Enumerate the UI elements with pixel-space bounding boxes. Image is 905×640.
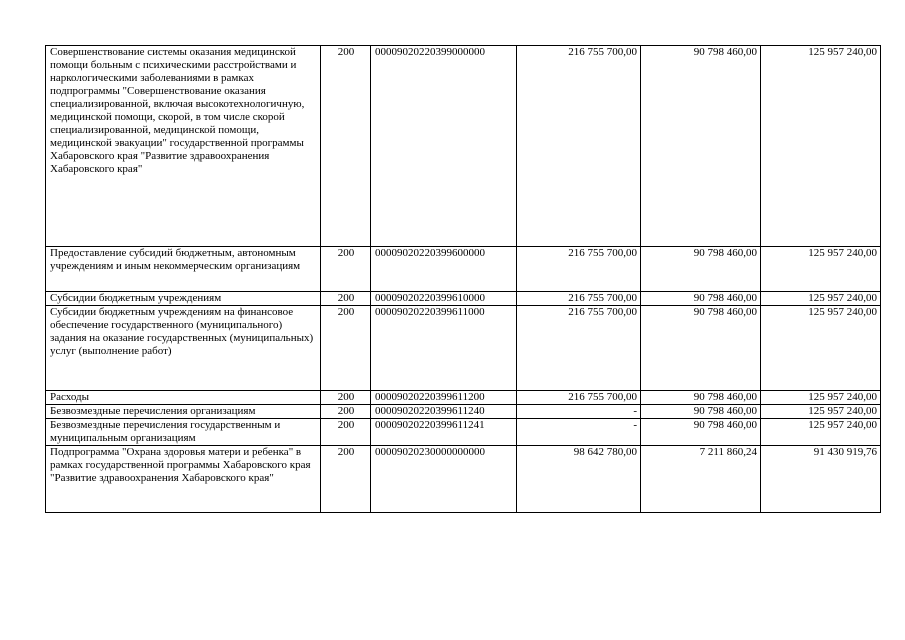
row-code: 200 — [321, 306, 371, 391]
row-classification-code: 00009020220399611240 — [371, 405, 517, 419]
row-name: Подпрограмма "Охрана здоровья матери и ребенка" в рамках государственной программы Хабаровского края "Развитие здравоохранения Хабаровского края" — [46, 446, 321, 513]
row-name: Совершенствование системы оказания медицинской помощи больным с психическими расстройствами и наркологическими заболеваниями в рамках подпрограммы "Совершенствование оказания специализированной, включая высокотехнологичную, медицинской помощи, скорой, в том числе скорой специализированной, медицинской помощи, медицинской эвакуации" государственной программы Хабаровского края "Развитие здравоохранения Хабаровского края" — [46, 46, 321, 247]
table-row — [46, 247, 881, 292]
row-name: Безвозмездные перечисления государственным и муниципальным организациям — [46, 419, 321, 446]
row-classification-code: 00009020220399610000 — [371, 292, 517, 306]
row-planned-amount: 216 755 700,00 — [517, 247, 641, 292]
row-executed-amount: 90 798 460,00 — [641, 405, 761, 419]
row-executed-amount: 7 211 860,24 — [641, 446, 761, 513]
row-classification-code: 00009020220399000000 — [371, 46, 517, 247]
row-remaining-amount: 125 957 240,00 — [761, 405, 881, 419]
table-row — [46, 405, 881, 419]
row-executed-amount: 90 798 460,00 — [641, 292, 761, 306]
row-classification-code: 00009020230000000000 — [371, 446, 517, 513]
row-planned-amount: - — [517, 419, 641, 446]
row-executed-amount: 90 798 460,00 — [641, 419, 761, 446]
row-classification-code: 00009020220399600000 — [371, 247, 517, 292]
row-planned-amount: - — [517, 405, 641, 419]
row-name: Безвозмездные перечисления организациям — [46, 405, 321, 419]
row-name: Расходы — [46, 391, 321, 405]
row-code: 200 — [321, 391, 371, 405]
row-planned-amount: 216 755 700,00 — [517, 292, 641, 306]
table-row — [46, 419, 881, 446]
row-planned-amount: 216 755 700,00 — [517, 46, 641, 247]
row-planned-amount: 216 755 700,00 — [517, 391, 641, 405]
row-executed-amount: 90 798 460,00 — [641, 391, 761, 405]
row-code: 200 — [321, 419, 371, 446]
row-remaining-amount: 125 957 240,00 — [761, 419, 881, 446]
row-classification-code: 00009020220399611241 — [371, 419, 517, 446]
row-code: 200 — [321, 446, 371, 513]
row-planned-amount: 98 642 780,00 — [517, 446, 641, 513]
row-classification-code: 00009020220399611200 — [371, 391, 517, 405]
row-remaining-amount: 125 957 240,00 — [761, 391, 881, 405]
row-name: Субсидии бюджетным учреждениям — [46, 292, 321, 306]
row-executed-amount: 90 798 460,00 — [641, 46, 761, 247]
row-remaining-amount: 125 957 240,00 — [761, 46, 881, 247]
budget-execution-table — [45, 45, 881, 513]
row-code: 200 — [321, 292, 371, 306]
row-remaining-amount: 91 430 919,76 — [761, 446, 881, 513]
table-row — [46, 46, 881, 247]
table-row — [46, 391, 881, 405]
row-remaining-amount: 125 957 240,00 — [761, 292, 881, 306]
row-executed-amount: 90 798 460,00 — [641, 306, 761, 391]
row-classification-code: 00009020220399611000 — [371, 306, 517, 391]
row-code: 200 — [321, 46, 371, 247]
row-code: 200 — [321, 247, 371, 292]
row-code: 200 — [321, 405, 371, 419]
table-row — [46, 292, 881, 306]
row-remaining-amount: 125 957 240,00 — [761, 306, 881, 391]
row-remaining-amount: 125 957 240,00 — [761, 247, 881, 292]
table-row — [46, 446, 881, 513]
row-executed-amount: 90 798 460,00 — [641, 247, 761, 292]
row-name: Субсидии бюджетным учреждениям на финансовое обеспечение государственного (муниципального) задания на оказание государственных (муниципальных) услуг (выполнение работ) — [46, 306, 321, 391]
row-planned-amount: 216 755 700,00 — [517, 306, 641, 391]
table-row — [46, 306, 881, 391]
row-name: Предоставление субсидий бюджетным, автономным учреждениям и иным некоммерческим организациям — [46, 247, 321, 292]
